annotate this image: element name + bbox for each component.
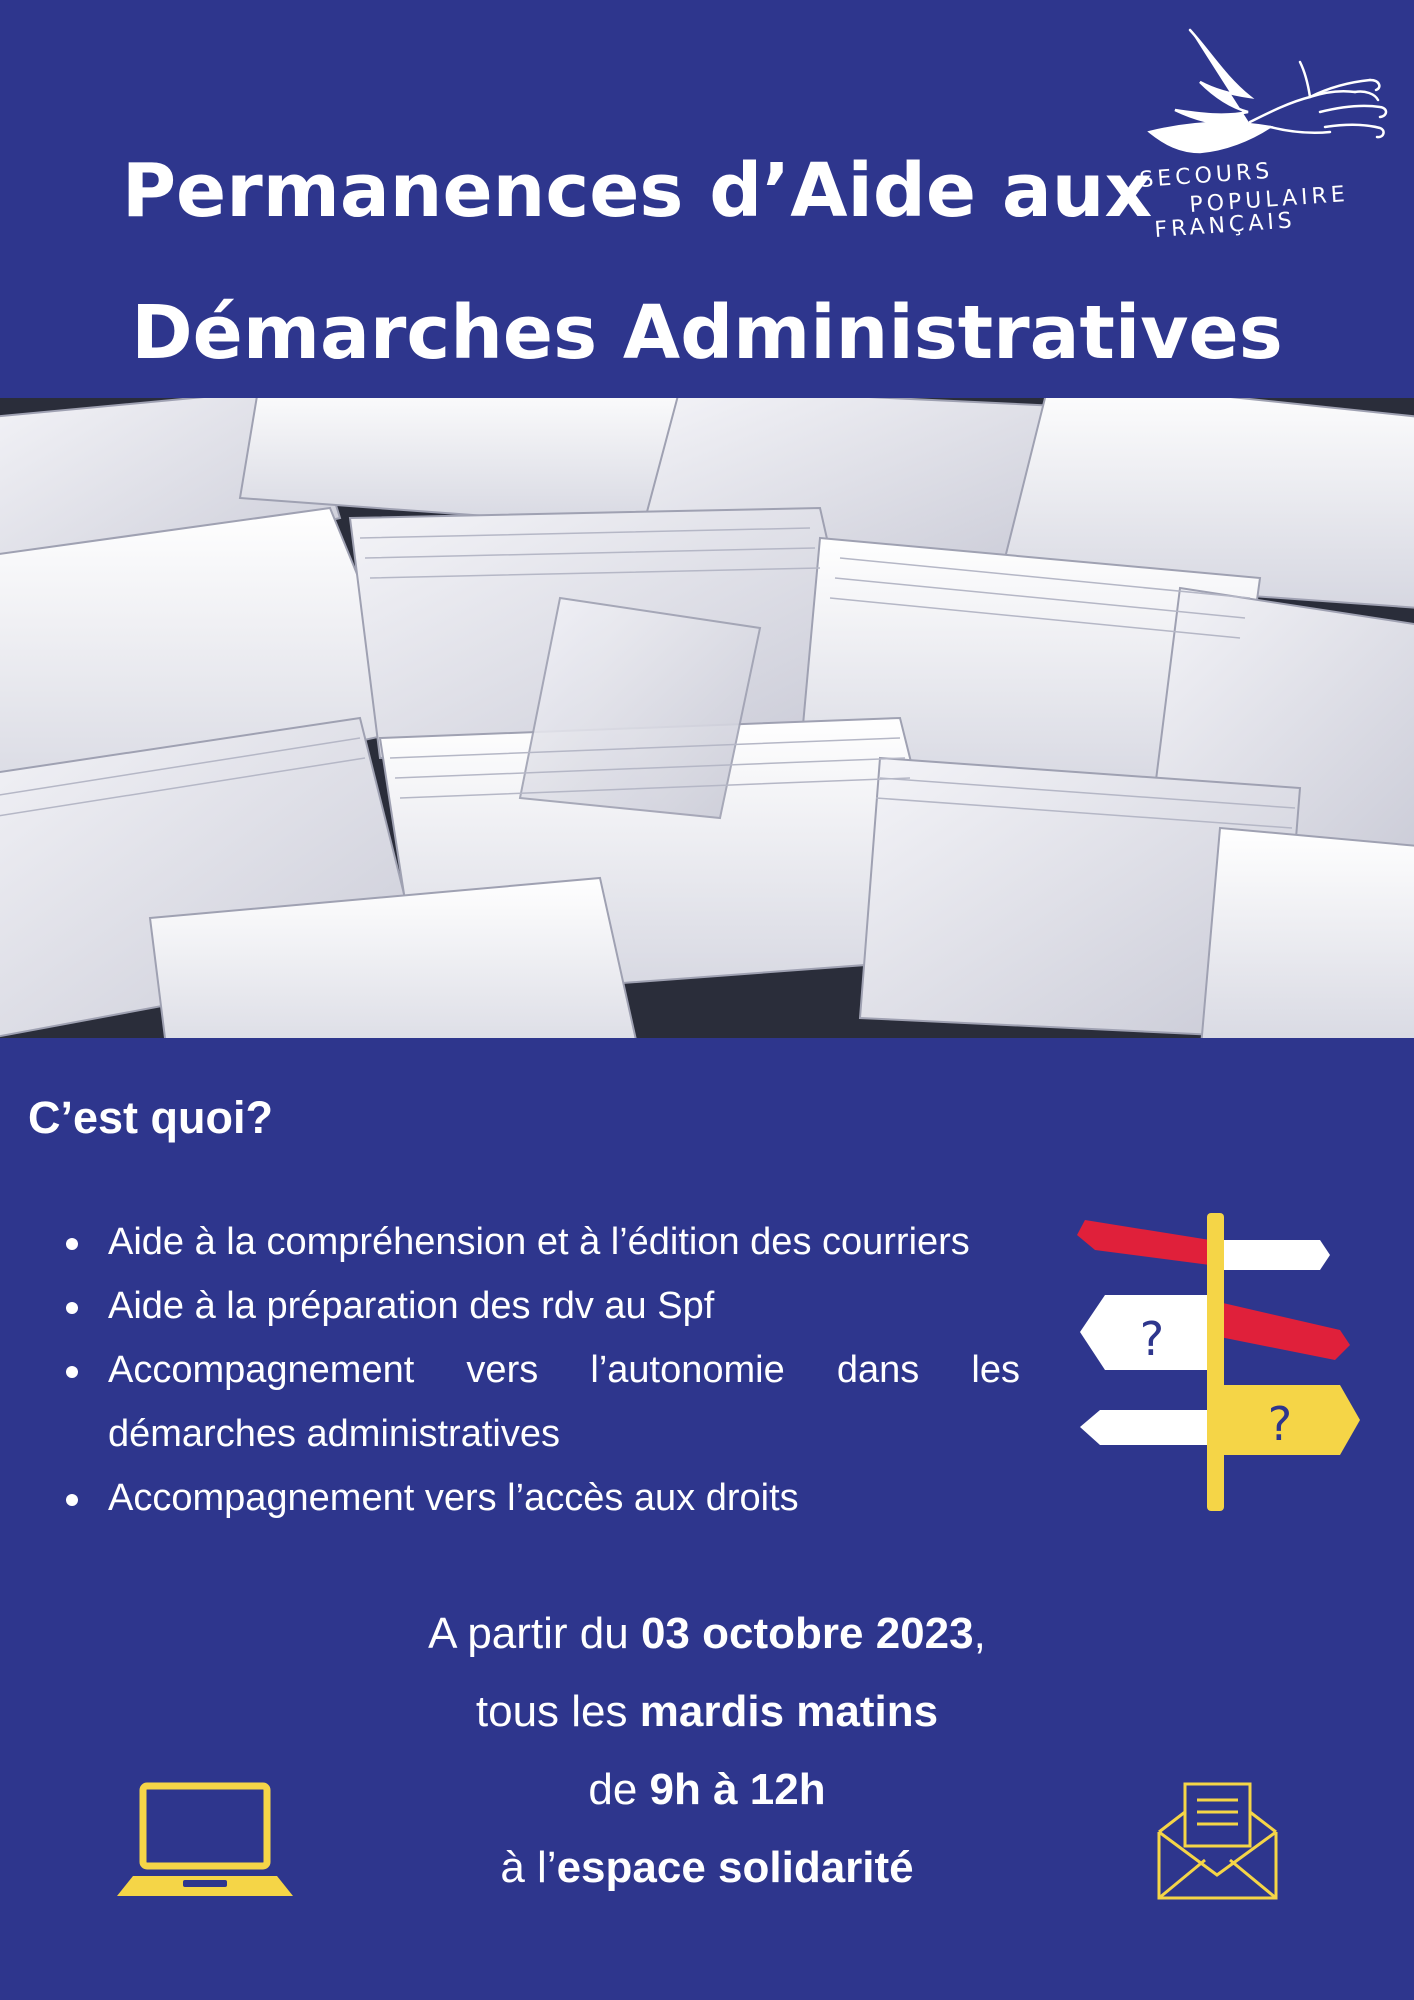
- signpost-question-2: ?: [1267, 1397, 1293, 1451]
- list-item: Aide à la préparation des rdv au Spf: [58, 1274, 1020, 1338]
- schedule-day: mardis matins: [639, 1687, 939, 1736]
- schedule-line-4-text: à l’: [500, 1843, 557, 1892]
- logo-line-3: FRANÇAIS: [1153, 208, 1297, 243]
- signpost-icon: [1075, 1205, 1365, 1515]
- schedule-line-1-text: A partir du: [428, 1609, 641, 1658]
- schedule-line-2-text: tous les: [475, 1687, 640, 1736]
- service-list: [58, 1210, 1020, 1530]
- list-item: Accompagnement vers l’autonomie dans les démarches administratives: [58, 1338, 1020, 1466]
- schedule-line-1: [0, 1595, 1414, 1673]
- list-item: Accompagnement vers l’accès aux droits: [58, 1466, 1020, 1530]
- paper-stack-photo: [0, 398, 1414, 1038]
- schedule-line-3-text: de: [588, 1765, 650, 1814]
- schedule-line-2: [0, 1673, 1414, 1751]
- schedule-line-1-punct: ,: [973, 1609, 986, 1658]
- title-line-1: Permanences d’Aide aux: [121, 148, 1153, 234]
- schedule-location: espace solidarité: [556, 1843, 914, 1892]
- section-heading: C’est quoi?: [28, 1092, 273, 1143]
- schedule-hours: 9h à 12h: [649, 1765, 826, 1814]
- page-title: [0, 120, 1414, 404]
- logo-line-2: POPULAIRE: [1188, 181, 1350, 218]
- signpost-question-1: ?: [1139, 1312, 1165, 1366]
- list-item: Aide à la compréhension et à l’édition des courriers: [58, 1210, 1020, 1274]
- envelope-icon: [1155, 1780, 1280, 1902]
- schedule-date: 03 octobre 2023: [640, 1609, 974, 1658]
- laptop-icon: [115, 1780, 295, 1902]
- logo-line-1: SECOURS: [1138, 158, 1274, 193]
- title-line-2: Démarches Administratives: [131, 290, 1283, 376]
